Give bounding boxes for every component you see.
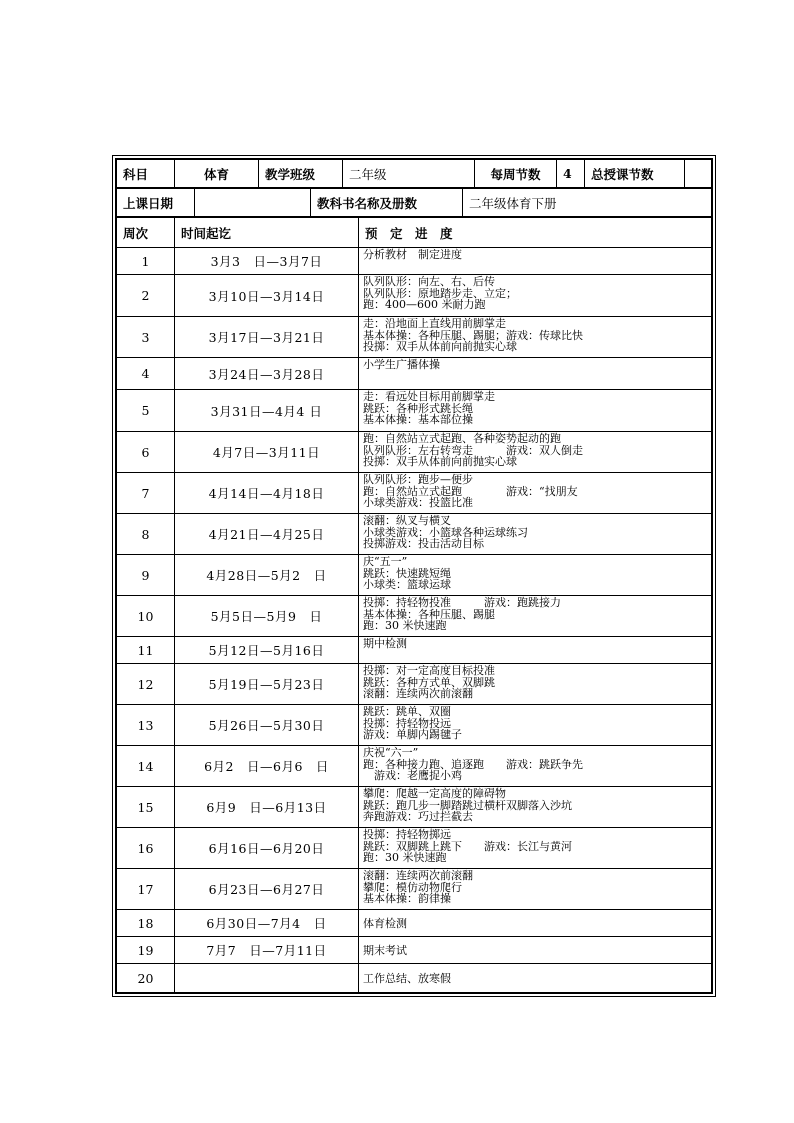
- progress-line: 投掷：双手从体前向前抛实心球: [363, 455, 517, 468]
- schedule-row: [117, 746, 712, 787]
- progress-line: 攀爬：模仿动物爬行: [363, 880, 462, 894]
- progress-line: 跳跃：快速跳短绳: [363, 566, 451, 580]
- schedule-row: [117, 473, 712, 514]
- week-number: 7: [117, 473, 175, 514]
- progress-line: 投掷：双手从体前向前抛实心球: [363, 340, 517, 353]
- weekly-label: 每周节数: [475, 160, 557, 188]
- date-label: 上课日期: [117, 189, 195, 217]
- week-number: 18: [117, 910, 175, 937]
- class-value: 二年级: [343, 160, 475, 188]
- week-number: 19: [117, 937, 175, 964]
- date-range: 3月3 日—3月7日: [175, 248, 359, 275]
- schedule-row: [117, 637, 712, 664]
- progress-line: 小球类游戏：投篮比准: [363, 496, 473, 509]
- schedule-row: [117, 317, 712, 358]
- progress-line: 小学生广播体操: [363, 358, 440, 371]
- schedule-row: [117, 275, 712, 317]
- schedule-row: [117, 390, 712, 432]
- progress-line: 基本体操：各种压腿、踢腿: [363, 607, 495, 621]
- progress-line: 投掷：持轻物掷远: [363, 828, 451, 841]
- progress-line: 攀爬：爬越一定高度的障碍物: [363, 787, 506, 800]
- progress-line: 走：看远处目标用前脚掌走: [363, 390, 495, 403]
- schedule-row: [117, 432, 712, 473]
- week-number: 1: [117, 248, 175, 275]
- progress-line: 期末考试: [363, 943, 407, 957]
- progress-line: 基本体操：韵律操: [363, 892, 451, 905]
- date-range: 4月28日—5月2 日: [175, 555, 359, 596]
- schedule-row: [117, 358, 712, 390]
- progress-cell: [359, 248, 712, 275]
- date-range: 3月24日—3月28日: [175, 358, 359, 390]
- progress-line: 队列队形：跑步—便步: [363, 473, 473, 486]
- date-range: 3月10日—3月14日: [175, 275, 359, 317]
- progress-line: 体育检测: [363, 916, 407, 930]
- progress-line: 跳跃：各种方式单、双脚跳: [363, 675, 495, 689]
- week-number: 8: [117, 514, 175, 555]
- progress-line: 基本体操：基本部位操: [363, 413, 473, 426]
- progress-line: 游戏：老鹰捉小鸡: [363, 769, 462, 782]
- time-column-header: 时间起讫: [175, 218, 359, 248]
- schedule-row: [117, 910, 712, 937]
- week-number: 14: [117, 746, 175, 787]
- textbook-label: 教科书名称及册数: [311, 189, 463, 217]
- date-range: 6月9 日—6月13日: [175, 787, 359, 828]
- progress-line: 滚翻：连续两次前滚翻: [363, 869, 473, 882]
- progress-cell: [359, 910, 712, 937]
- progress-cell: [359, 937, 712, 964]
- schedule-row: [117, 937, 712, 964]
- progress-cell: [359, 555, 712, 596]
- date-range: 6月23日—6月27日: [175, 869, 359, 910]
- date-value: [195, 189, 311, 217]
- week-number: 13: [117, 705, 175, 746]
- progress-cell: [359, 787, 712, 828]
- progress-line: 小球类游戏：小篮球各种运球练习: [363, 525, 528, 539]
- date-range: 6月30日—7月4 日: [175, 910, 359, 937]
- progress-line: 庆“五一”: [363, 555, 408, 568]
- progress-line: 期中检测: [363, 637, 407, 650]
- header-table: [116, 159, 712, 188]
- week-number: 12: [117, 664, 175, 705]
- date-range: 3月17日—3月21日: [175, 317, 359, 358]
- schedule-inner-frame: [115, 158, 713, 994]
- progress-cell: [359, 664, 712, 705]
- date-range: 4月14日—4月18日: [175, 473, 359, 514]
- date-range: 7月7 日—7月11日: [175, 937, 359, 964]
- progress-cell: [359, 705, 712, 746]
- schedule-row: [117, 869, 712, 910]
- progress-cell: [359, 964, 712, 993]
- week-number: 4: [117, 358, 175, 390]
- progress-line: 队列队形：原地踏步走、立定；: [363, 286, 517, 300]
- progress-line: 分析教材 制定进度: [363, 248, 462, 261]
- date-range: 6月16日—6月20日: [175, 828, 359, 869]
- progress-cell: [359, 473, 712, 514]
- progress-cell: [359, 637, 712, 664]
- schedule-row: [117, 514, 712, 555]
- progress-line: 跑：各种接力跑、追逐跑 游戏：跳跃争先: [363, 757, 583, 771]
- progress-column-header: 预 定 进 度: [359, 218, 712, 248]
- date-range: 5月26日—5月30日: [175, 705, 359, 746]
- schedule-row: [117, 596, 712, 637]
- progress-line: 队列队形：左右转弯走 游戏：双人倒走: [363, 443, 583, 457]
- total-label: 总授课节数: [585, 160, 685, 188]
- progress-line: 跑：自然站立式起跑 游戏：“找朋友: [363, 484, 578, 498]
- progress-line: 基本体操：各种压腿、踢腿；游戏：传球比快: [363, 328, 583, 342]
- date-range: [175, 964, 359, 993]
- schedule-table: [116, 217, 712, 993]
- progress-cell: [359, 869, 712, 910]
- progress-line: 投掷游戏：投击活动目标: [363, 537, 484, 550]
- progress-line: 跳跃：各种形式跳长绳: [363, 401, 473, 415]
- schedule-row: [117, 787, 712, 828]
- date-range: 3月31日—4月4 日: [175, 390, 359, 432]
- progress-line: 投掷：持轻物投远: [363, 716, 451, 730]
- week-number: 6: [117, 432, 175, 473]
- progress-line: 跑：30 米快速跑: [363, 851, 447, 864]
- week-number: 20: [117, 964, 175, 993]
- schedule-frame: [112, 155, 716, 997]
- week-number: 17: [117, 869, 175, 910]
- week-number: 16: [117, 828, 175, 869]
- progress-line: 小球类：篮球运球: [363, 578, 451, 591]
- schedule-row: [117, 248, 712, 275]
- date-table: [116, 188, 712, 217]
- schedule-row: [117, 705, 712, 746]
- date-range: 5月5日—5月9 日: [175, 596, 359, 637]
- progress-line: 滚翻：连续两次前滚翻: [363, 687, 473, 700]
- progress-cell: [359, 275, 712, 317]
- progress-cell: [359, 746, 712, 787]
- week-number: 2: [117, 275, 175, 317]
- date-range: 5月19日—5月23日: [175, 664, 359, 705]
- progress-line: 投掷：持轻物投准 游戏：跑跳接力: [363, 596, 561, 609]
- progress-cell: [359, 317, 712, 358]
- progress-cell: [359, 514, 712, 555]
- schedule-row: [117, 964, 712, 993]
- week-number: 10: [117, 596, 175, 637]
- progress-cell: [359, 358, 712, 390]
- weekly-value: 4: [557, 160, 585, 188]
- schedule-row: [117, 828, 712, 869]
- schedule-row: [117, 664, 712, 705]
- week-number: 5: [117, 390, 175, 432]
- progress-line: 投掷：对一定高度目标投准: [363, 664, 495, 677]
- subject-value: 体育: [175, 160, 259, 188]
- date-range: 5月12日—5月16日: [175, 637, 359, 664]
- progress-line: 队列队形：向左、右、后传: [363, 275, 495, 288]
- week-number: 3: [117, 317, 175, 358]
- class-label: 教学班级: [259, 160, 343, 188]
- textbook-value: 二年级体育下册: [463, 189, 712, 217]
- date-range: 4月7日—3月11日: [175, 432, 359, 473]
- progress-line: 工作总结、放寒假: [363, 971, 451, 985]
- progress-line: 跑：30 米快速跑: [363, 619, 447, 632]
- date-range: 4月21日—4月25日: [175, 514, 359, 555]
- progress-line: 奔跑游戏：巧过拦截去: [363, 810, 473, 823]
- progress-line: 跑：自然站立式起跑、各种姿势起动的跑: [363, 432, 561, 445]
- progress-line: 跳跃：双脚跳上跳下 游戏：长江与黄河: [363, 839, 572, 853]
- progress-line: 跳跃：跑几步一脚踏跳过横杆双脚落入沙坑: [363, 798, 572, 812]
- week-number: 15: [117, 787, 175, 828]
- progress-line: 庆祝“六一”: [363, 746, 419, 759]
- progress-cell: [359, 828, 712, 869]
- progress-line: 滚翻：纵叉与横叉: [363, 514, 451, 527]
- week-number: 9: [117, 555, 175, 596]
- progress-cell: [359, 390, 712, 432]
- schedule-body: [117, 218, 712, 993]
- progress-line: 游戏：单脚内踢毽子: [363, 728, 462, 741]
- progress-cell: [359, 596, 712, 637]
- progress-cell: [359, 432, 712, 473]
- progress-line: 走：沿地面上直线用前脚掌走: [363, 317, 506, 330]
- subject-label: 科目: [117, 160, 175, 188]
- date-range: 6月2 日—6月6 日: [175, 746, 359, 787]
- progress-line: 跳跃：跳单、双圈: [363, 705, 451, 718]
- week-column-header: 周次: [117, 218, 175, 248]
- progress-line: 跑：400—600 米耐力跑: [363, 298, 486, 311]
- week-number: 11: [117, 637, 175, 664]
- total-value: [685, 160, 712, 188]
- schedule-row: [117, 555, 712, 596]
